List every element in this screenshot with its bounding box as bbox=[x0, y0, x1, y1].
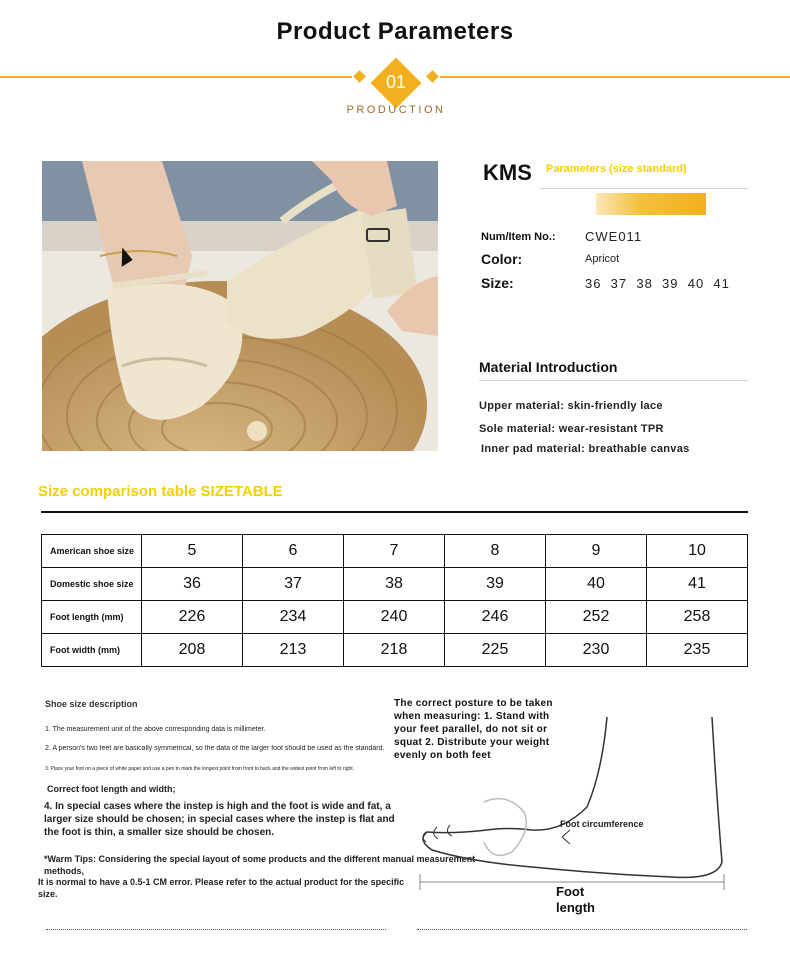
row-label: American shoe size bbox=[42, 535, 142, 568]
material-heading: Material Introduction bbox=[479, 359, 618, 375]
warm-tips-error: It is normal to have a 0.5-1 CM error. Please refer to the actual product for the specific size. bbox=[38, 877, 405, 899]
table-cell: 39 bbox=[445, 568, 546, 601]
foot-diagram bbox=[412, 712, 742, 902]
header-rule-left bbox=[0, 76, 352, 78]
parameters-rule bbox=[540, 188, 748, 189]
table-cell: 40 bbox=[546, 568, 647, 601]
table-cell: 7 bbox=[344, 535, 445, 568]
footer-divider-left bbox=[46, 929, 386, 930]
inner-pad-material: Inner pad material: breathable canvas bbox=[481, 443, 690, 455]
header-rule-right bbox=[440, 76, 790, 78]
table-cell: 230 bbox=[546, 634, 647, 667]
description-item-4: 4. In special cases where the instep is high and the foot is wide and fat, a larger size should be chosen; in special cases where the instep is flat and the foot is thin, a smaller size should be chosen. bbox=[44, 801, 395, 838]
table-cell: 208 bbox=[142, 634, 243, 667]
foot-circumference-label: Foot circumference bbox=[560, 819, 644, 829]
table-row bbox=[42, 568, 748, 601]
item-number-label: Num/Item No.: bbox=[481, 231, 556, 243]
table-cell: 5 bbox=[142, 535, 243, 568]
brand-name: KMS bbox=[483, 160, 532, 185]
color-label: Color: bbox=[481, 251, 523, 267]
upper-material: Upper material: skin-friendly lace bbox=[479, 400, 663, 412]
description-item-2: 2. A person's two feet are basically symmetrical, so the data of the larger foot should be used as the standard. bbox=[45, 745, 385, 752]
page-title: Product Parameters bbox=[276, 18, 514, 45]
small-diamond-left bbox=[353, 70, 366, 83]
table-cell: 37 bbox=[243, 568, 344, 601]
row-label: Foot width (mm) bbox=[42, 634, 142, 667]
material-rule bbox=[479, 380, 748, 381]
footer-divider-right bbox=[417, 929, 747, 930]
table-row bbox=[42, 601, 748, 634]
sole-material: Sole material: wear-resistant TPR bbox=[479, 423, 664, 435]
section-badge-label: PRODUCTION bbox=[346, 104, 446, 116]
row-label: Domestic shoe size bbox=[42, 568, 142, 601]
description-item-3: 3. Place your foot on a piece of white paper and use a pen to mark the longest point from front to back and the widest point from left to right. bbox=[45, 766, 355, 772]
foot-length-label: Foot length bbox=[556, 884, 595, 915]
table-cell: 38 bbox=[344, 568, 445, 601]
item-number-value: CWE011 bbox=[585, 229, 643, 244]
table-cell: 6 bbox=[243, 535, 344, 568]
table-cell: 41 bbox=[647, 568, 748, 601]
table-cell: 225 bbox=[445, 634, 546, 667]
size-table-rule bbox=[41, 511, 748, 513]
table-row bbox=[42, 535, 748, 568]
size-value: 36 37 38 39 40 41 bbox=[585, 276, 730, 291]
shoe-photo-illustration bbox=[42, 161, 438, 451]
table-cell: 8 bbox=[445, 535, 546, 568]
description-title: Shoe size description bbox=[45, 699, 138, 709]
description-item-3b: Correct foot length and width; bbox=[47, 784, 176, 794]
accent-color-bar bbox=[596, 193, 706, 215]
table-cell: 235 bbox=[647, 634, 748, 667]
table-cell: 246 bbox=[445, 601, 546, 634]
table-cell: 9 bbox=[546, 535, 647, 568]
table-cell: 218 bbox=[344, 634, 445, 667]
size-table bbox=[41, 534, 748, 667]
product-photo bbox=[42, 161, 438, 451]
color-value: Apricot bbox=[585, 253, 620, 265]
section-badge-number: 01 bbox=[385, 72, 407, 92]
table-cell: 234 bbox=[243, 601, 344, 634]
description-item-1: 1. The measurement unit of the above corresponding data is millimeter. bbox=[45, 726, 266, 733]
table-cell: 213 bbox=[243, 634, 344, 667]
size-label: Size: bbox=[481, 275, 514, 291]
small-diamond-right bbox=[426, 70, 439, 83]
table-cell: 258 bbox=[647, 601, 748, 634]
table-cell: 226 bbox=[142, 601, 243, 634]
parameters-heading: Parameters (size standard) bbox=[546, 163, 687, 175]
row-label: Foot length (mm) bbox=[42, 601, 142, 634]
size-table-heading-tag: SIZETABLE bbox=[200, 483, 283, 500]
table-cell: 240 bbox=[344, 601, 445, 634]
size-table-heading bbox=[38, 483, 283, 500]
table-cell: 36 bbox=[142, 568, 243, 601]
table-cell: 252 bbox=[546, 601, 647, 634]
table-row bbox=[42, 634, 748, 667]
measuring-posture-text: The correct posture to be taken when measuring: 1. Stand with your feet parallel, do not sit or squat 2. Distribute your weight evenly on both feet bbox=[394, 698, 553, 761]
table-cell: 10 bbox=[647, 535, 748, 568]
warm-tips: *Warm Tips: Considering the special layout of some products and the different manual measurement methods, bbox=[44, 854, 476, 876]
size-table-heading-text: Size comparison table bbox=[38, 483, 201, 500]
